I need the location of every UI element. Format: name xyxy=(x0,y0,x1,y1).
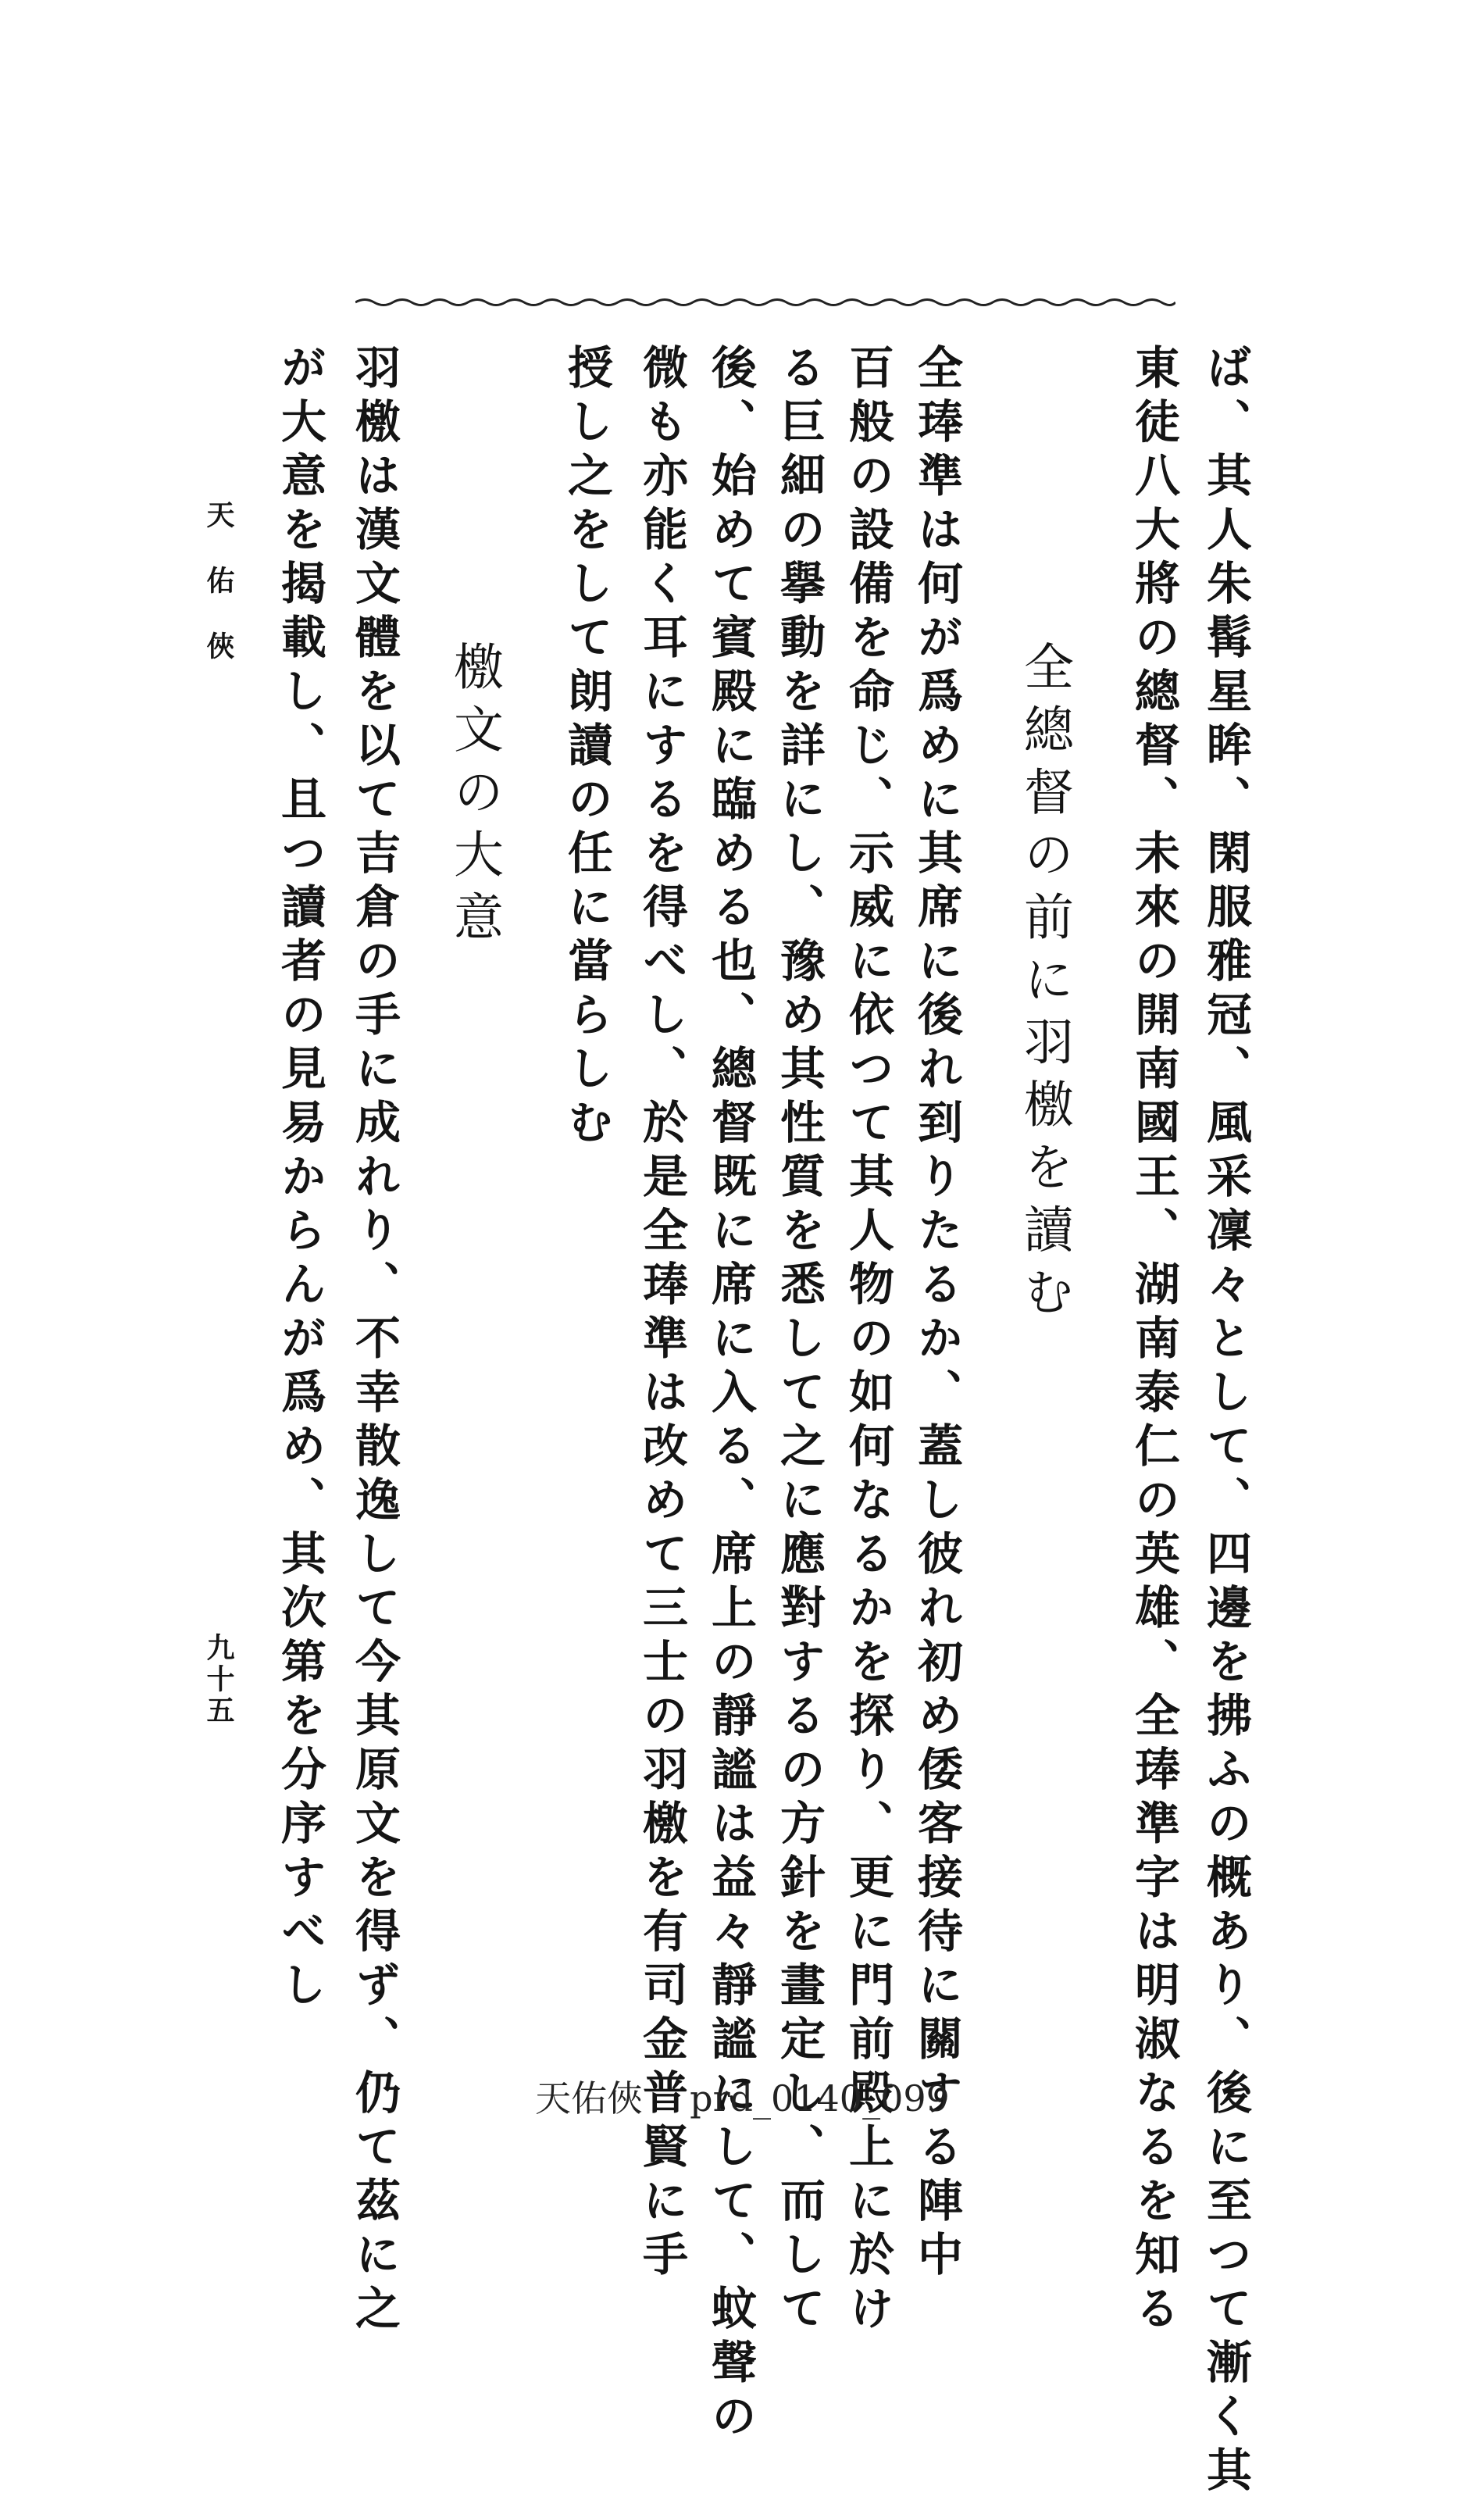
text-column-5: 百般の設備を命じ、示威に依つて其人物の如何なるかを探り、更に門前殿上に於け xyxy=(841,344,894,2338)
text-column-2: 東徒八大將の總督、未來の開南國王、湖南泰仁の英雄、全琫準字は明淑なるを知る xyxy=(1127,344,1180,2338)
text-column-7: 後、始めて賓殿に臨める也、總督既に席に入る、席上の靜謐は益々靜謐にして、蚊聲の xyxy=(704,344,757,2446)
text-column-4: 全琫準は何が爲めに其席に後れ到りたるか、蓋し彼れ初め倭客接待に關する陣中 xyxy=(910,344,963,2284)
section-heading-2: 檄文の大意 xyxy=(445,641,503,953)
footer-scan-id: prd_0140_099 xyxy=(690,2077,949,2120)
section-divider xyxy=(355,297,1175,308)
text-column-9: 授し之をして朗讀の任に當らしむ xyxy=(560,344,613,1152)
scan-footer xyxy=(0,2070,1484,2122)
text-column-6: る巨細の擧動を詳にし、豫め其性質を悉して之に應對するの方針を畫定し、而して xyxy=(772,344,826,2338)
text-column-12: が大意を揭載し、且つ讀者の見易からんが爲め、其次第を分序すべし xyxy=(273,344,326,2015)
wavy-rule-icon xyxy=(355,297,1175,308)
text-column-11: 羽檄は漢文體を以て吉倉の手に成れり、不幸散逸して今其原文を得ず、仍て茲に之 xyxy=(348,344,401,2338)
running-head: 天佑俠 xyxy=(202,500,235,697)
footer-book-title: 天佑俠 xyxy=(535,2077,644,2120)
text-column-1: ば、其人朱髯星眸、閑服雅冠、風采凜々として、四邊を拂ふの概あり、後に至つて漸く其 xyxy=(1199,344,1252,2500)
section-heading-1: 全總督の前に羽檄を讀む xyxy=(1015,641,1073,1328)
page-number: 九十五 xyxy=(202,1633,235,1727)
text-column-8: 微も亦能く耳にするを得べし、於是全琫準は改めて三士の羽檄を有司金普賢に手 xyxy=(635,344,688,2284)
